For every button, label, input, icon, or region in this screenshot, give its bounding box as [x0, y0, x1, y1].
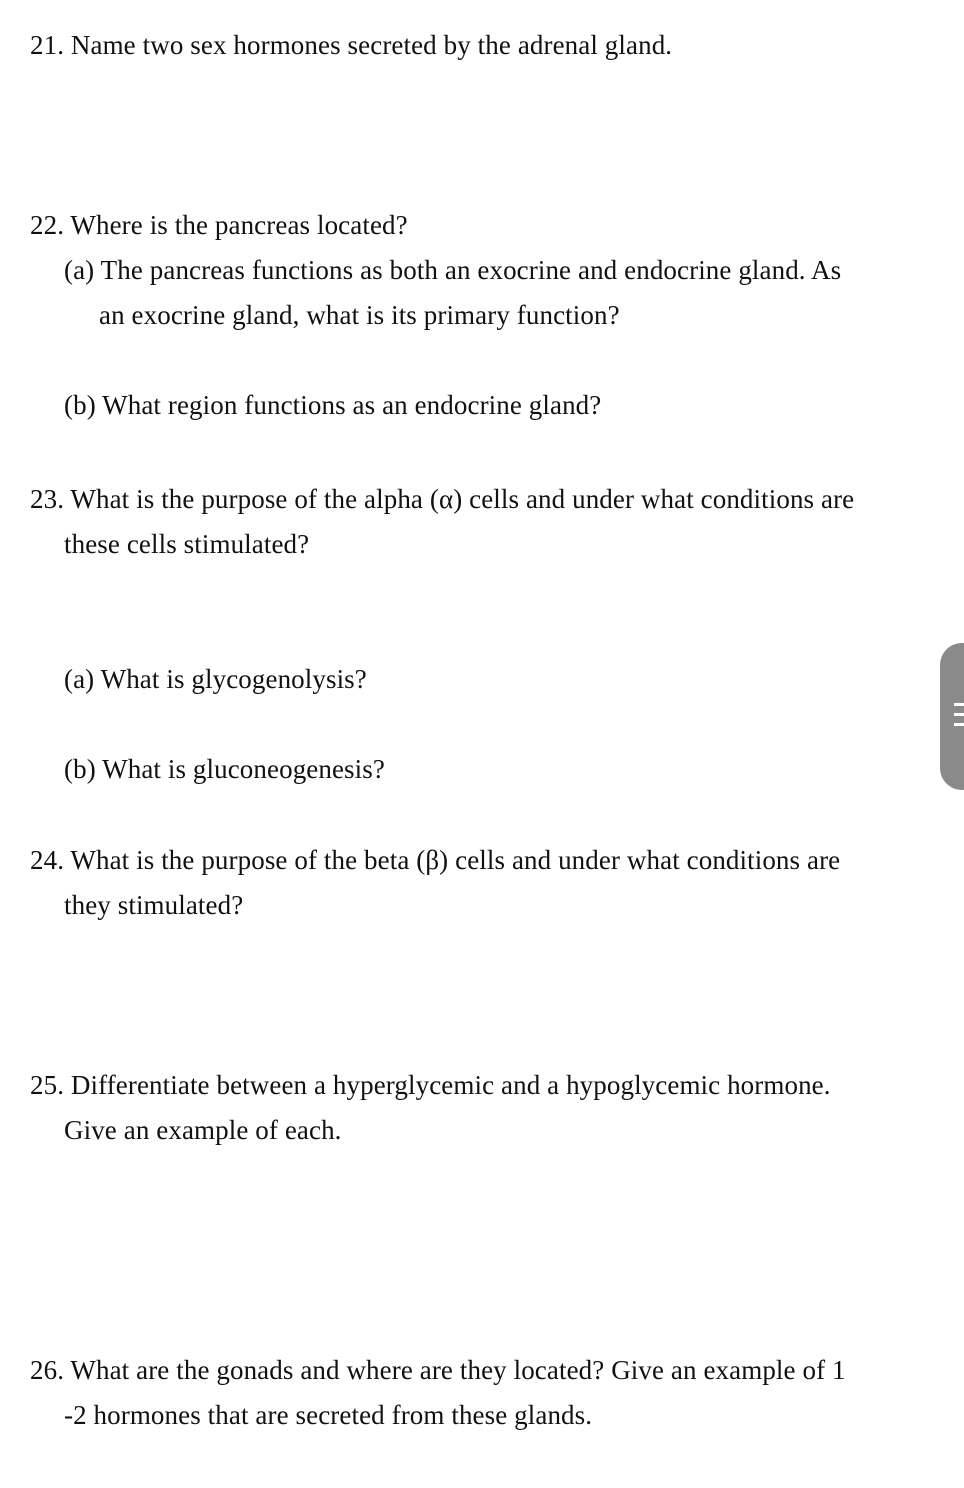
scroll-handle[interactable] — [940, 643, 964, 790]
question-23: 23. What is the purpose of the alpha (α) cells and under what conditions are — [30, 484, 855, 514]
question-23-continued: these cells stimulated? — [64, 529, 310, 559]
question-25: 25. Differentiate between a hyperglycemic and a hypoglycemic hormone. — [30, 1070, 831, 1100]
question-21: 21. Name two sex hormones secreted by the adrenal gland. — [30, 30, 673, 60]
question-22b: (b) What region functions as an endocrine gland? — [64, 390, 602, 420]
question-26-continued: -2 hormones that are secreted from these glands. — [64, 1400, 593, 1430]
question-22a: (a) The pancreas functions as both an exocrine and endocrine gland. As — [64, 255, 842, 285]
question-25-continued: Give an example of each. — [64, 1115, 342, 1145]
question-26: 26. What are the gonads and where are they located? Give an example of 1 — [30, 1355, 846, 1385]
question-24-continued: they stimulated? — [64, 890, 244, 920]
question-23b: (b) What is gluconeogenesis? — [64, 754, 385, 784]
question-22a-continued: an exocrine gland, what is its primary function? — [99, 300, 620, 330]
question-23a: (a) What is glycogenolysis? — [64, 664, 367, 694]
question-22: 22. Where is the pancreas located? — [30, 210, 408, 240]
question-24: 24. What is the purpose of the beta (β) cells and under what conditions are — [30, 845, 841, 875]
